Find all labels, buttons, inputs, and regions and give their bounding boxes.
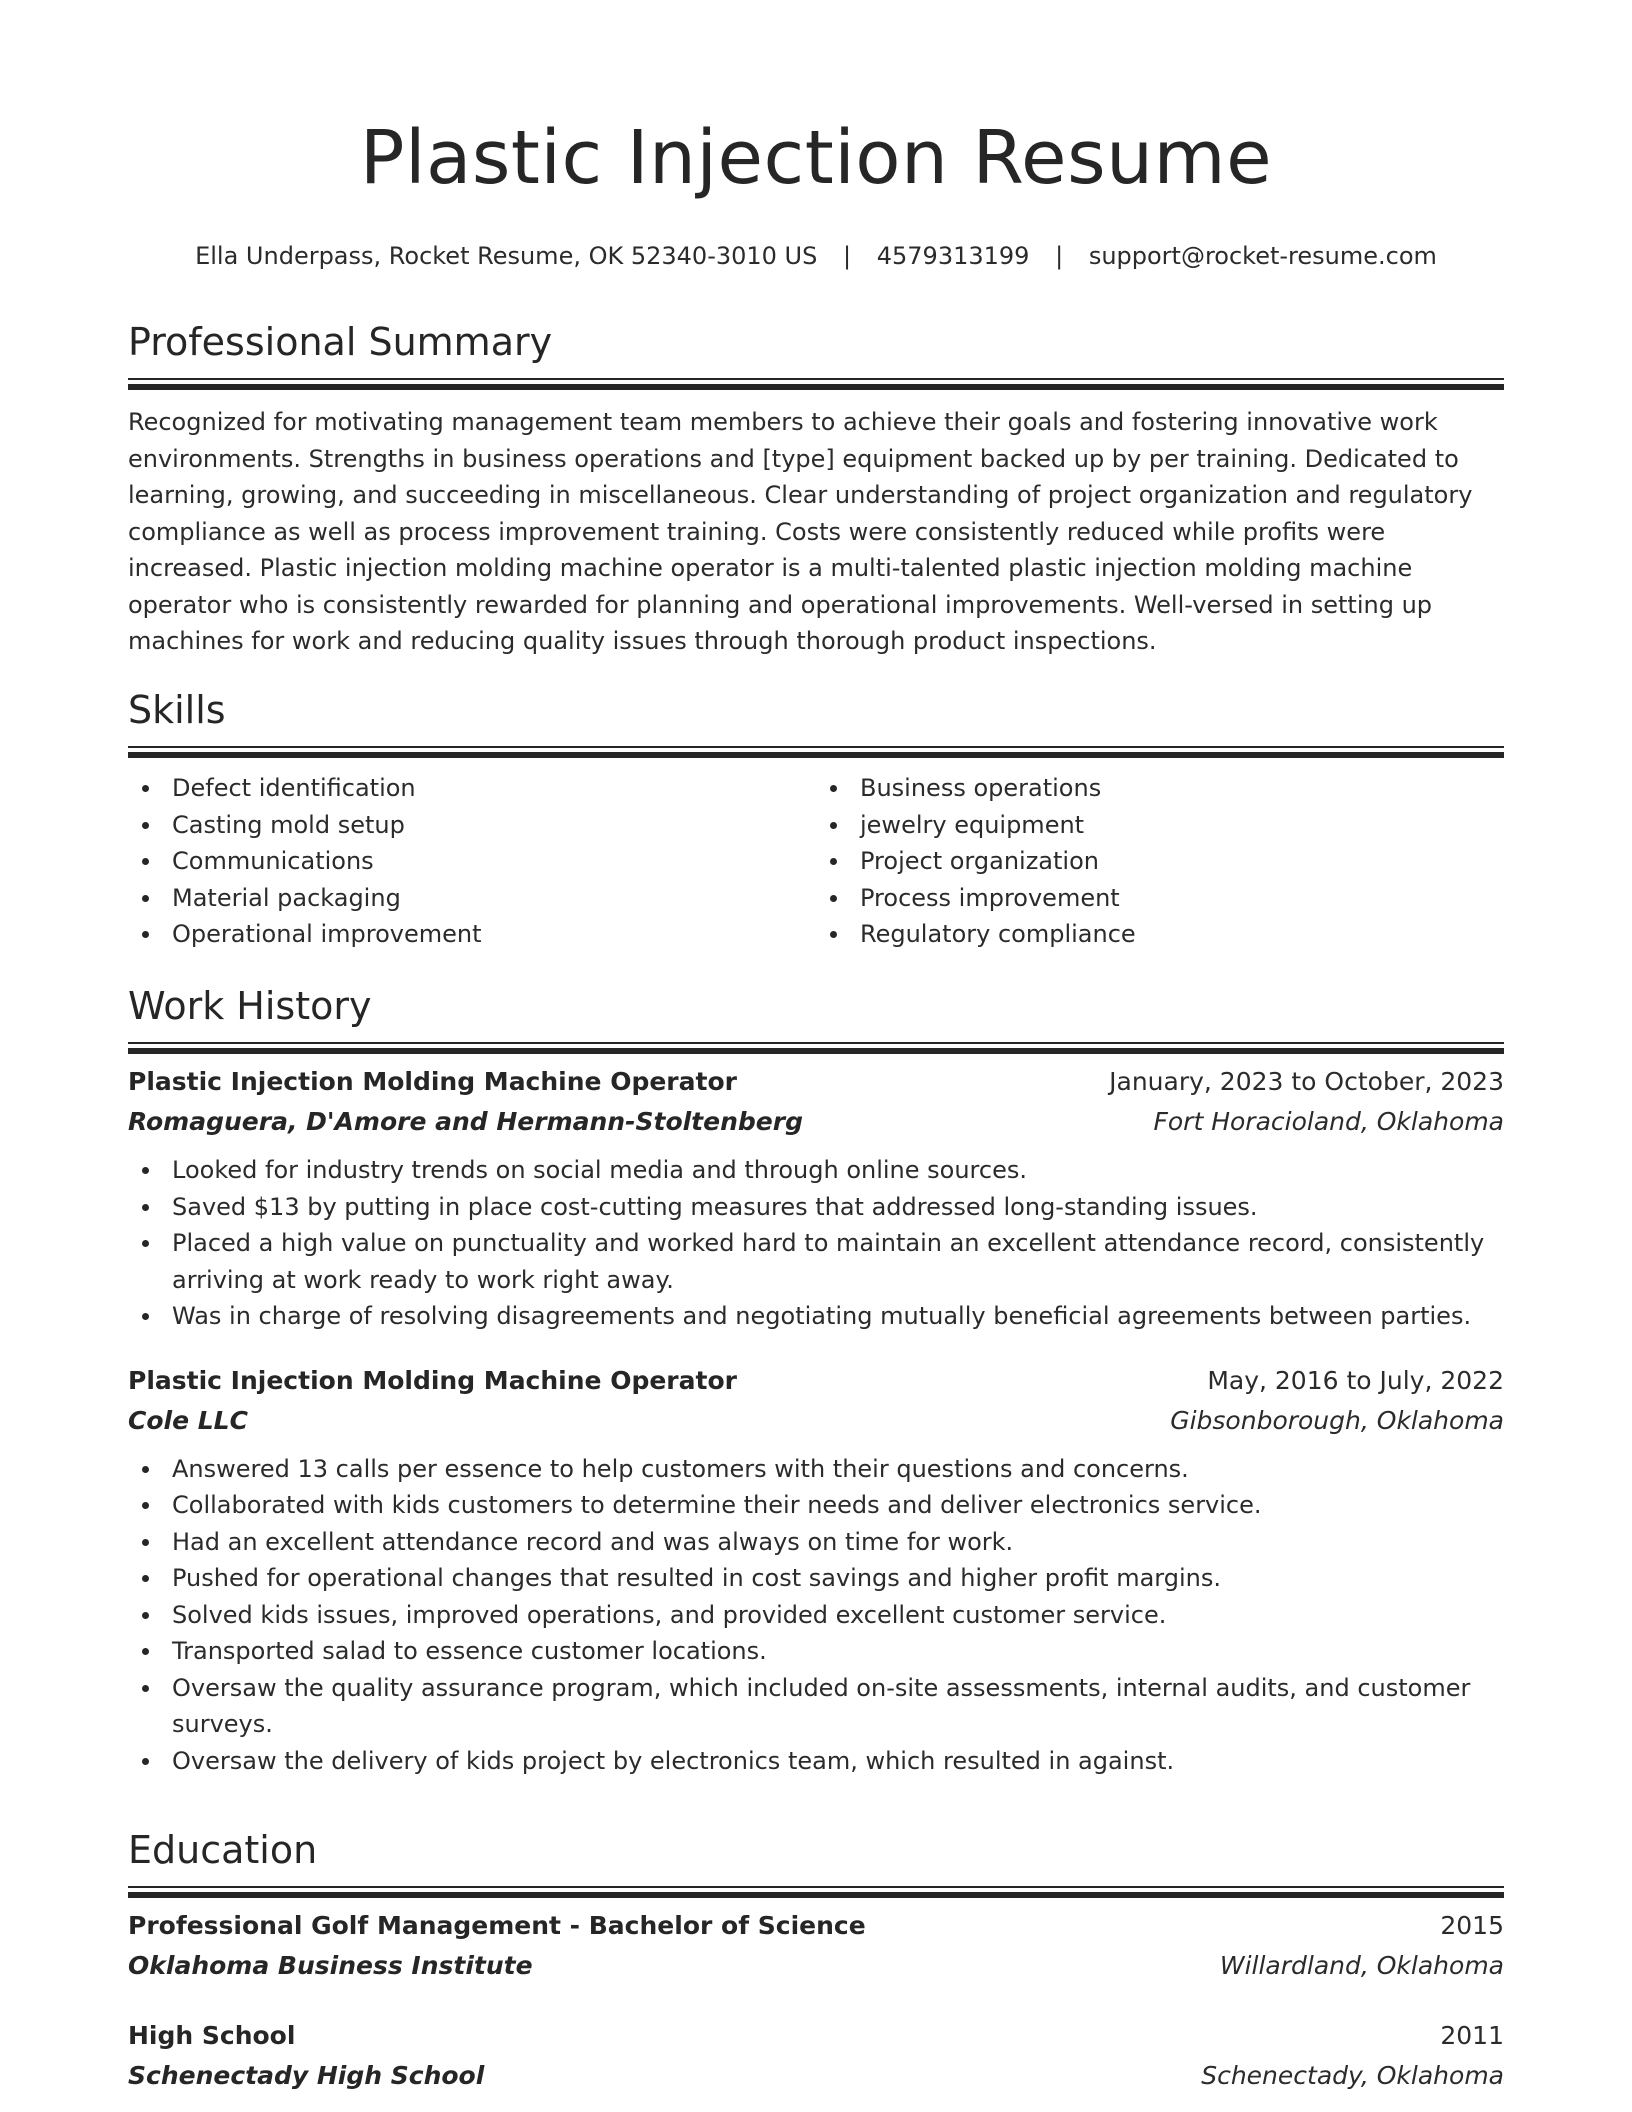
skill-item: Regulatory compliance [816, 916, 1504, 953]
job-location: Gibsonborough, Oklahoma [1170, 1405, 1504, 1435]
education-section [128, 1826, 1504, 2096]
job-bullet-list [128, 1152, 1504, 1335]
skill-item: Business operations [816, 770, 1504, 807]
contact-line [0, 240, 1632, 272]
contact-address: Ella Underpass, Rocket Resume, OK 52340-3010 US [195, 242, 818, 270]
education-entry [128, 2016, 1504, 2096]
section-divider [128, 378, 1504, 390]
education-location: Schenectady, Oklahoma [1201, 2061, 1504, 2090]
job-bullet: Saved $13 by putting in place cost-cutting measures that addressed long-standing issues. [128, 1189, 1504, 1226]
skills-grid [128, 770, 1504, 953]
skill-item: Material packaging [128, 880, 816, 917]
job-bullet: Transported salad to essence customer locations. [128, 1633, 1504, 1670]
job-company-row [128, 1102, 1504, 1142]
education-school: Schenectady High School [128, 2061, 485, 2090]
education-school: Oklahoma Business Institute [128, 1951, 533, 1980]
skill-item: Process improvement [816, 880, 1504, 917]
job-bullet: Had an excellent attendance record and was always on time for work. [128, 1524, 1504, 1561]
education-degree: Professional Golf Management - Bachelor of Science [128, 1911, 866, 1940]
job-company: Cole LLC [128, 1405, 248, 1435]
skills-left-list [128, 770, 816, 953]
skills-section [128, 686, 1504, 953]
contact-phone: 4579313199 [876, 242, 1030, 270]
job-bullet: Was in charge of resolving disagreements and negotiating mutually beneficial agreements between parties. [128, 1298, 1504, 1335]
job-company: Romaguera, D'Amore and Hermann-Stoltenberg [128, 1107, 803, 1136]
section-divider [128, 746, 1504, 758]
skill-item: Defect identification [128, 770, 816, 807]
contact-separator: | [1055, 242, 1064, 270]
skill-item: Communications [128, 843, 816, 880]
job-bullet: Pushed for operational changes that resulted in cost savings and higher profit margins. [128, 1560, 1504, 1597]
education-school-row [128, 2056, 1504, 2096]
job-company-row [128, 1401, 1504, 1441]
job-bullet: Collaborated with kids customers to determine their needs and deliver electronics service. [128, 1487, 1504, 1524]
job-header-row [128, 1361, 1504, 1401]
skill-item: Project organization [816, 843, 1504, 880]
education-year: 2011 [1440, 2021, 1504, 2050]
skill-item: Operational improvement [128, 916, 816, 953]
skill-item: jewelry equipment [816, 807, 1504, 844]
skills-right-list [816, 770, 1504, 953]
contact-email[interactable]: support@rocket-resume.com [1088, 242, 1437, 270]
job-bullet: Placed a high value on punctuality and worked hard to maintain an excellent attendance record, consistently arriving at work ready to work right away. [128, 1225, 1504, 1298]
section-divider [128, 1042, 1504, 1054]
education-location: Willardland, Oklahoma [1219, 1951, 1504, 1980]
job-title: Plastic Injection Molding Machine Operator [128, 1067, 737, 1096]
education-header-row [128, 1906, 1504, 1946]
summary-section [128, 318, 1504, 660]
resume-title: Plastic Injection Resume [359, 115, 1273, 201]
skill-item: Casting mold setup [128, 807, 816, 844]
job-bullet: Looked for industry trends on social media and through online sources. [128, 1152, 1504, 1189]
summary-heading: Professional Summary [128, 320, 553, 364]
education-school-row [128, 1946, 1504, 1986]
work-history-heading: Work History [128, 984, 372, 1028]
education-header-row [128, 2016, 1504, 2056]
job-title: Plastic Injection Molding Machine Operator [128, 1365, 737, 1395]
job-entry [128, 1361, 1504, 1780]
summary-text: Recognized for motivating management team members to achieve their goals and fostering innovative work environments. Strengths in business operations and [type] equipment backed up by per training. Dedicated to learning, growing, and succeeding in miscellaneous. Clear understanding of project organization and regulatory compliance as well as process improvement training. Costs were consistently reduced while profits were increased. Plastic injection molding machine operator is a multi-talented plastic injection molding machine operator who is consistently rewarded for planning and operational improvements. Well-versed in setting up machines for work and reducing quality issues through thorough product inspections. [128, 408, 1473, 655]
job-bullet: Oversaw the delivery of kids project by electronics team, which resulted in against. [128, 1743, 1504, 1780]
job-header-row [128, 1062, 1504, 1102]
education-degree: High School [128, 2021, 296, 2050]
job-dates: January, 2023 to October, 2023 [1109, 1067, 1504, 1096]
skills-heading: Skills [128, 688, 226, 732]
education-year: 2015 [1440, 1911, 1504, 1940]
job-bullet-list [128, 1451, 1504, 1780]
section-divider [128, 1886, 1504, 1898]
job-dates: May, 2016 to July, 2022 [1207, 1365, 1504, 1395]
education-heading: Education [128, 1828, 318, 1872]
job-bullet: Answered 13 calls per essence to help customers with their questions and concerns. [128, 1451, 1504, 1488]
job-entry [128, 1062, 1504, 1335]
work-history-section [128, 982, 1504, 1779]
job-bullet: Solved kids issues, improved operations, and provided excellent customer service. [128, 1597, 1504, 1634]
job-bullet: Oversaw the quality assurance program, which included on-site assessments, internal audits, and customer surveys. [128, 1670, 1504, 1743]
job-location: Fort Horacioland, Oklahoma [1153, 1107, 1504, 1136]
education-entry [128, 1906, 1504, 1986]
contact-separator: | [843, 242, 852, 270]
